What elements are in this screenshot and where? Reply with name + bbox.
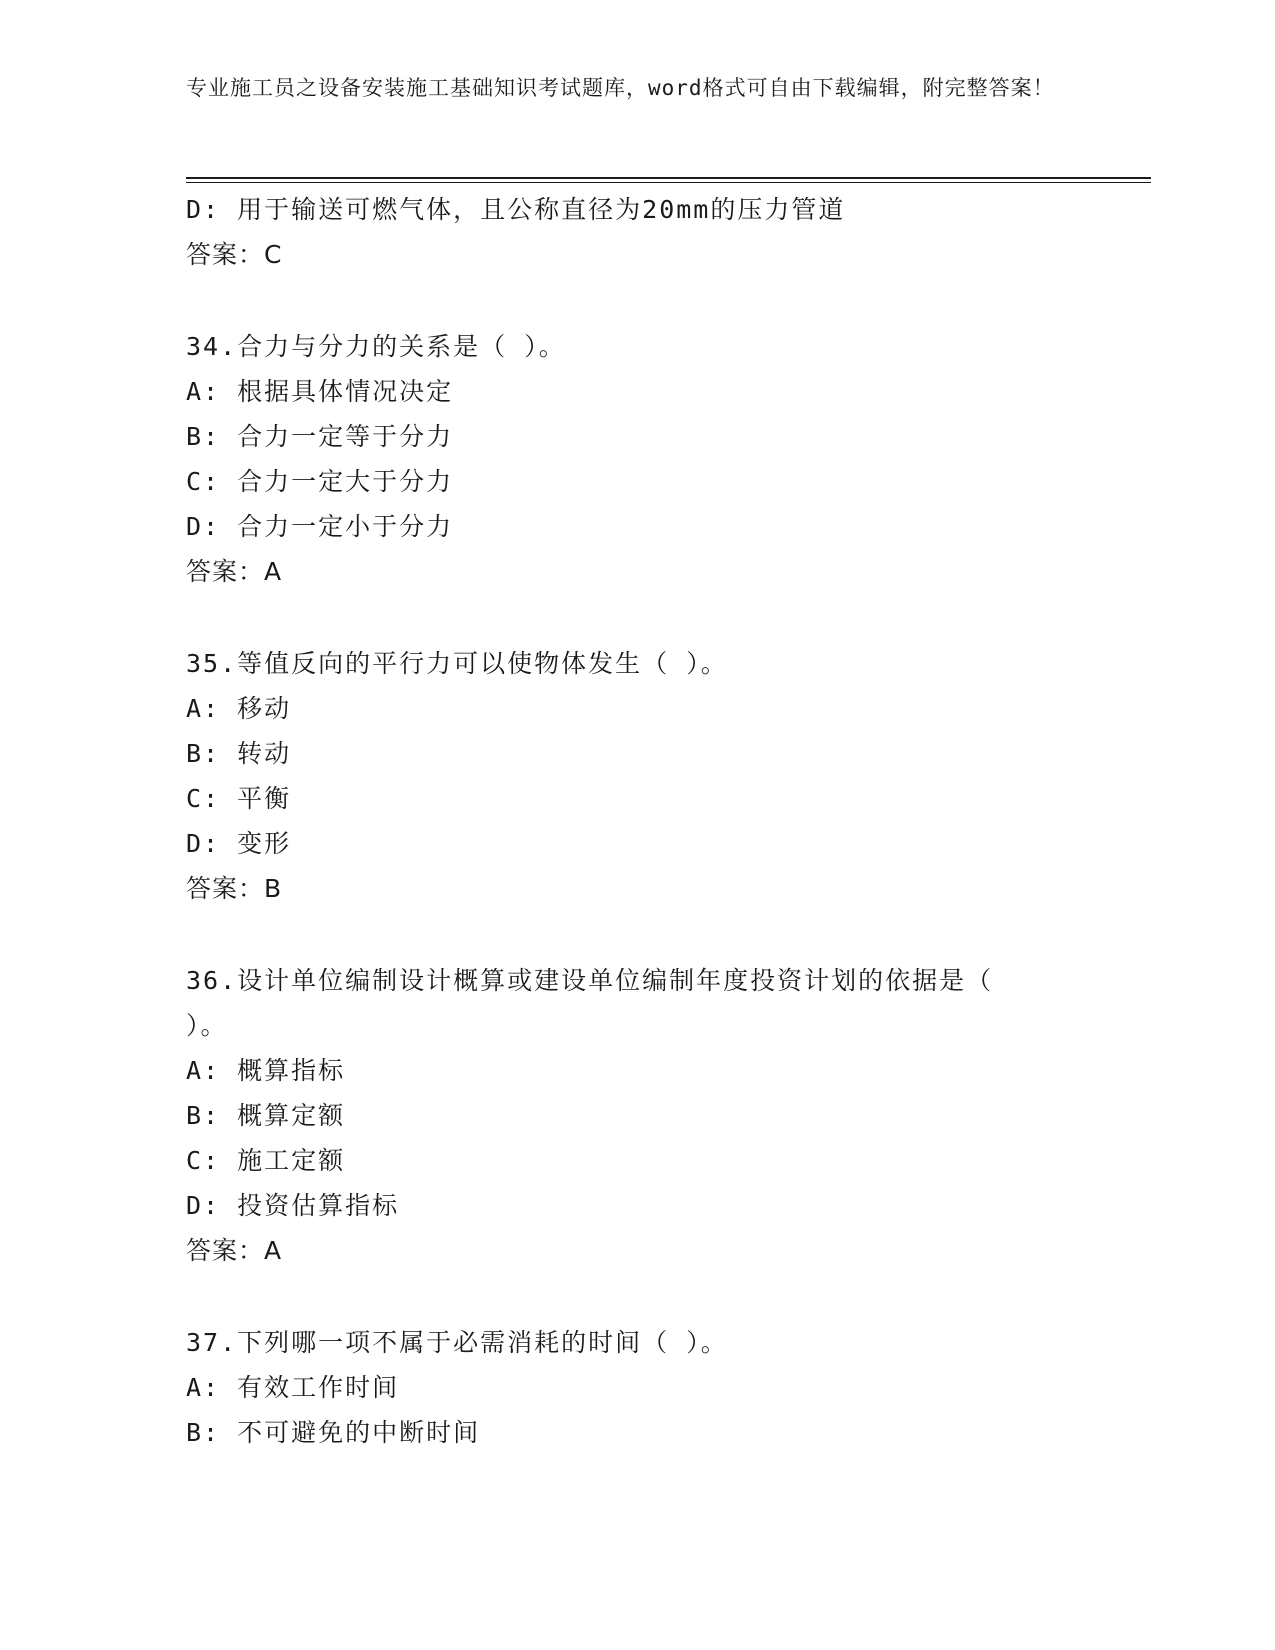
question-35 — [186, 641, 1066, 911]
option-d: D: 变形 — [186, 829, 292, 858]
option-c: C: 施工定额 — [186, 1146, 346, 1175]
option-a: A: 移动 — [186, 694, 292, 723]
option-d: D: 投资估算指标 — [186, 1191, 400, 1220]
carryover-option-d: D: 用于输送可燃气体，且公称直径为20mm的压力管道 — [186, 195, 846, 224]
question-36 — [186, 958, 1066, 1273]
carryover-answer: 答案：C — [186, 240, 283, 269]
option-b: B: 不可避免的中断时间 — [186, 1418, 481, 1447]
option-a: A: 有效工作时间 — [186, 1373, 400, 1402]
question-stem: 36.设计单位编制设计概算或建设单位编制年度投资计划的依据是（ ）。 — [186, 966, 994, 1040]
question-stem: 35.等值反向的平行力可以使物体发生（ ）。 — [186, 649, 728, 678]
header-text: 专业施工员之设备安装施工基础知识考试题库，word格式可自由下载编辑，附完整答案！ — [186, 76, 1055, 100]
header-divider-thick — [186, 177, 1151, 179]
answer: 答案：B — [186, 874, 283, 903]
question-34 — [186, 324, 1066, 594]
option-a: A: 概算指标 — [186, 1056, 346, 1085]
option-c: C: 平衡 — [186, 784, 292, 813]
question-stem: 37.下列哪一项不属于必需消耗的时间（ ）。 — [186, 1328, 728, 1357]
option-c: C: 合力一定大于分力 — [186, 467, 454, 496]
document-header — [186, 72, 1066, 105]
answer: 答案：A — [186, 1236, 283, 1265]
question-list — [186, 187, 1066, 1455]
question-stem: 34.合力与分力的关系是（ ）。 — [186, 332, 566, 361]
option-b: B: 转动 — [186, 739, 292, 768]
header-divider-thin — [186, 182, 1151, 183]
option-b: B: 合力一定等于分力 — [186, 422, 454, 451]
option-d: D: 合力一定小于分力 — [186, 512, 454, 541]
option-b: B: 概算定额 — [186, 1101, 346, 1130]
option-a: A: 根据具体情况决定 — [186, 377, 454, 406]
question-37 — [186, 1320, 1066, 1455]
answer: 答案：A — [186, 557, 283, 586]
